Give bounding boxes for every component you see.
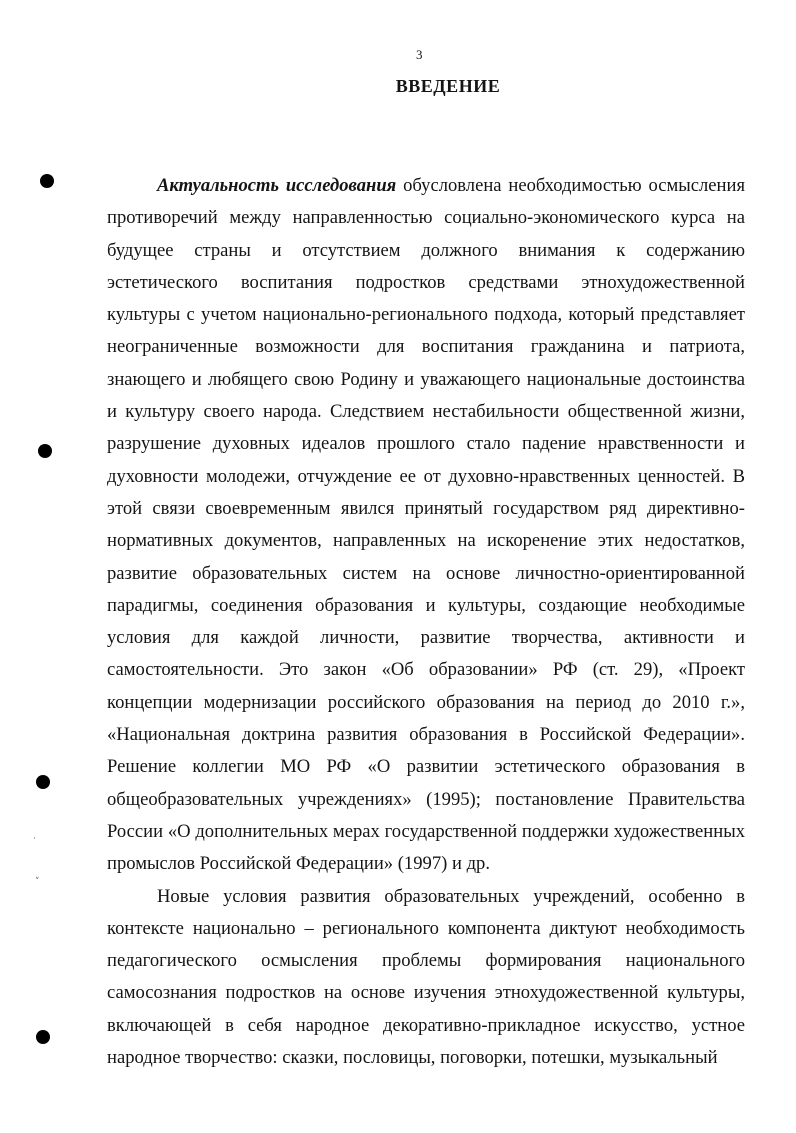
binder-hole-icon (38, 444, 52, 458)
page-number: 3 (416, 47, 423, 62)
page-title: ВВЕДЕНИЕ (395, 76, 501, 96)
body-text (107, 170, 745, 1074)
paragraph-text: Новые условия развития образовательных учреждений, особенно в контексте национально – регионального компонента диктуют необходимость педагогического осмысления проблемы формирования национального самосознания подростков на основе изучения этнохудожественной культуры, включающей в себя народное декоративно-прикладное искусство, устное народное творчество: сказки, пословицы, поговорки, потешки, музыкальный (107, 885, 745, 1069)
binder-hole-icon (36, 775, 50, 789)
paragraph-lead: Актуальность исследования (157, 175, 397, 196)
paragraph (107, 881, 745, 1075)
paragraph (107, 170, 745, 881)
binder-hole-icon (40, 174, 54, 188)
binder-hole-icon (36, 1030, 50, 1044)
scan-speck: ˅ (35, 877, 40, 887)
scan-speck: · (33, 834, 36, 844)
paragraph-text: обусловлена необходимостью осмысления противоречий между направленностью социально-экономического курса на будущее страны и отсутствием должного внимания к содержанию эстетического воспитания подростков средствами этнохудожественной культуры с учетом национально-регионального подхода, который представляет неограниченные возможности для воспитания гражданина и патриота, знающего и любящего свою Родину и уважающего национальные достоинства и культуру своего народа. Следствием нестабильности общественной жизни, разрушение духовных идеалов прошлого стало падение нравственности и духовности молодежи, отчуждение ее от духовно-нравственных ценностей. В этой связи своевременным явился принятый государством ряд директивно-нормативных документов, направленных на искоренение этих недостатков, развитие образовательных систем на основе личностно-ориентированной парадигмы, соединения образования и культуры, создающие необходимые условия для каждой личности, развитие творчества, активности и самостоятельности. Это закон «Об образовании» РФ (ст. 29), «Проект концепции модернизации российского образования на период до 2010 г.», «Национальная доктрина развития образования в Российской Федерации». Решение коллегии МО РФ «О развитии эстетического образования в общеобразовательных учреждениях» (1995); постановление Правительства России «О дополнительных мерах государственной поддержки художественных промыслов Российской Федерации» (1997) и др. (107, 175, 746, 875)
